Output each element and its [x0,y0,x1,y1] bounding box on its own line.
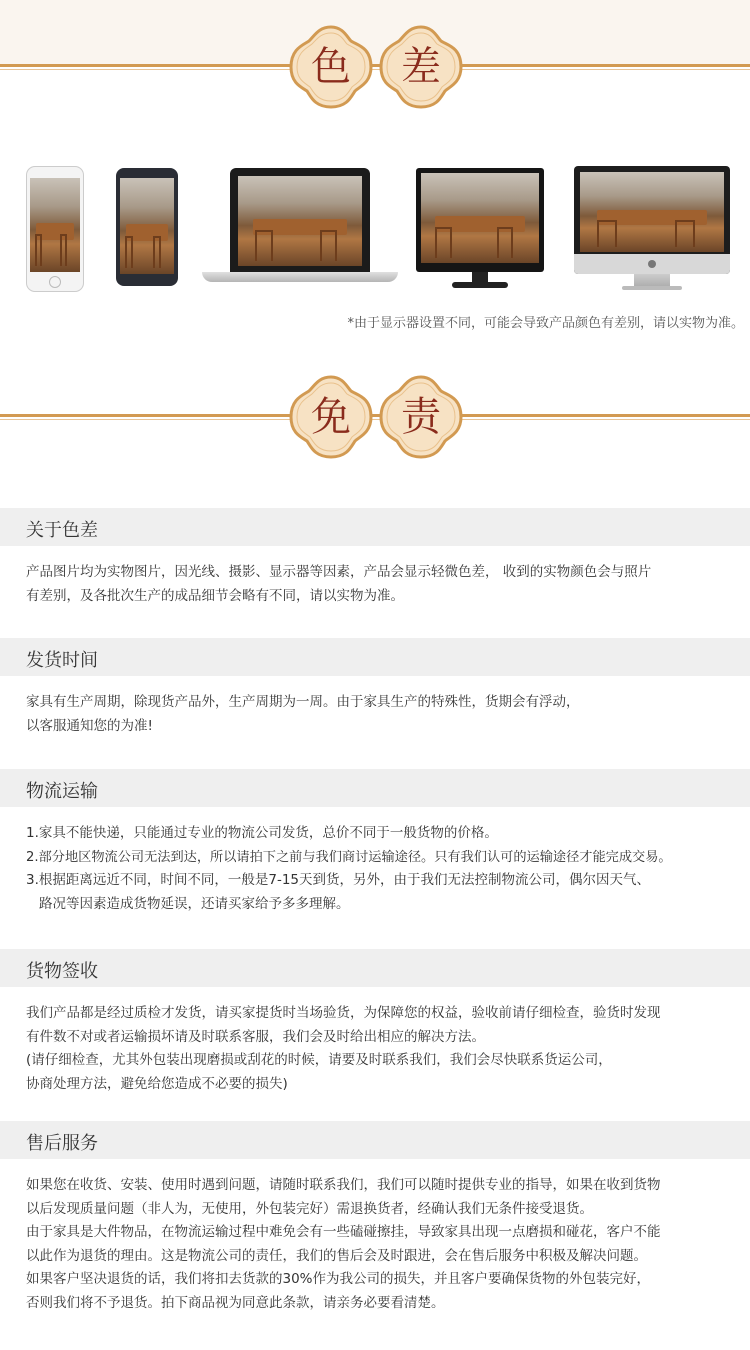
banner-badge-right [377,373,465,461]
section-line: 路况等因素造成货物延误，还请买家给予多多理解。 [39,895,350,912]
banner-char: 色 [311,44,351,90]
section-header-receipt [0,949,750,987]
section-line: 1.家具不能快递，只能通过专业的物流公司发货，总价不同于一般货物的价格。 [26,825,498,841]
section-body-receipt [26,1002,738,1096]
section-title: 物流运输 [26,781,98,802]
imac-image [574,166,730,294]
banner-line [0,64,750,67]
section-line: 如果客户坚决退货的话，我们将扣去货款的30%作为我公司的损失，并且客户要确保货物的外包装完好， [26,1271,651,1287]
section-line: 有差别，及各批次生产的成品细节会略有不同，请以实物为准。 [26,587,404,604]
banner-badge-left [287,373,375,461]
section-line: 3.根据距离远近不同，时间不同，一般是7-15天到货，另外，由于我们无法控制物流公司，偶尔因天气、 [26,872,651,888]
section-line: 产品图片均为实物图片，因光线、摄影、显示器等因素，产品会显示轻微色差， 收到的实物颜色会与照片 [26,564,652,580]
banner-line-thin [0,419,750,420]
color-difference-banner [0,18,750,118]
section-line: 协商处理方法，避免给您造成不必要的损失) [26,1075,288,1092]
banner-badge-left [287,23,375,111]
banner-char: 免 [311,394,351,440]
section-line: 如果您在收货、安装、使用时遇到问题，请随时联系我们，我们可以随时提供专业的指导，如果在收到货物 [26,1177,661,1193]
section-title: 关于色差 [26,520,98,541]
section-title: 售后服务 [26,1133,98,1154]
section-body-after-sales [26,1174,738,1315]
banner-char: 责 [401,394,441,440]
section-line: 有件数不对或者运输损坏请及时联系客服，我们会及时给出相应的解决方法。 [26,1028,485,1045]
section-body-logistics [26,822,738,916]
section-header-after-sales [0,1121,750,1159]
section-line: 由于家具是大件物品，在物流运输过程中难免会有一些磕碰擦挂，导致家具出现一点磨损和碰花，客户不能 [26,1224,661,1240]
phone-black-image [116,168,178,286]
section-title: 发货时间 [26,650,98,671]
section-line: 以此作为退货的理由。这是物流公司的责任，我们的售后会及时跟进，会在售后服务中积极及解决问题。 [26,1247,647,1264]
banner-badge-right [377,23,465,111]
disclaimer-banner [0,368,750,468]
section-header-logistics [0,769,750,807]
banner-char: 差 [401,44,441,90]
section-line: 以后发现质量问题（非人为，无使用，外包装完好）需退换货者，经确认我们无条件接受退货。 [26,1200,593,1217]
device-comparison-row [0,160,750,300]
section-title: 货物签收 [26,961,98,982]
laptop-image [202,168,398,290]
section-line: (请仔细检查，尤其外包装出现磨损或刮花的时候，请要及时联系我们，我们会尽快联系货运公司， [26,1052,612,1068]
section-header-color [0,508,750,546]
section-line: 家具有生产周期，除现货产品外，生产周期为一周。由于家具生产的特殊性，货期会有浮动， [26,694,580,710]
monitor-black-image [416,168,544,292]
section-header-shipping-time [0,638,750,676]
banner-line-thin [0,69,750,70]
color-difference-note: *由于显示器设置不同，可能会导致产品颜色有差别，请以实物为准。 [347,316,744,331]
section-line: 否则我们将不予退货。拍下商品视为同意此条款，请亲务必要看清楚。 [26,1294,445,1311]
banner-line [0,414,750,417]
section-line: 我们产品都是经过质检才发货，请买家提货时当场验货，为保障您的权益，验收前请仔细检查，验货时发现 [26,1005,661,1021]
section-body-color [26,561,738,608]
section-line: 以客服通知您的为准! [26,717,153,734]
phone-white-image [26,166,84,292]
section-body-shipping-time [26,691,738,738]
section-line: 2.部分地区物流公司无法到达，所以请拍下之前与我们商讨运输途径。只有我们认可的运输途径才能完成交易。 [26,849,672,865]
